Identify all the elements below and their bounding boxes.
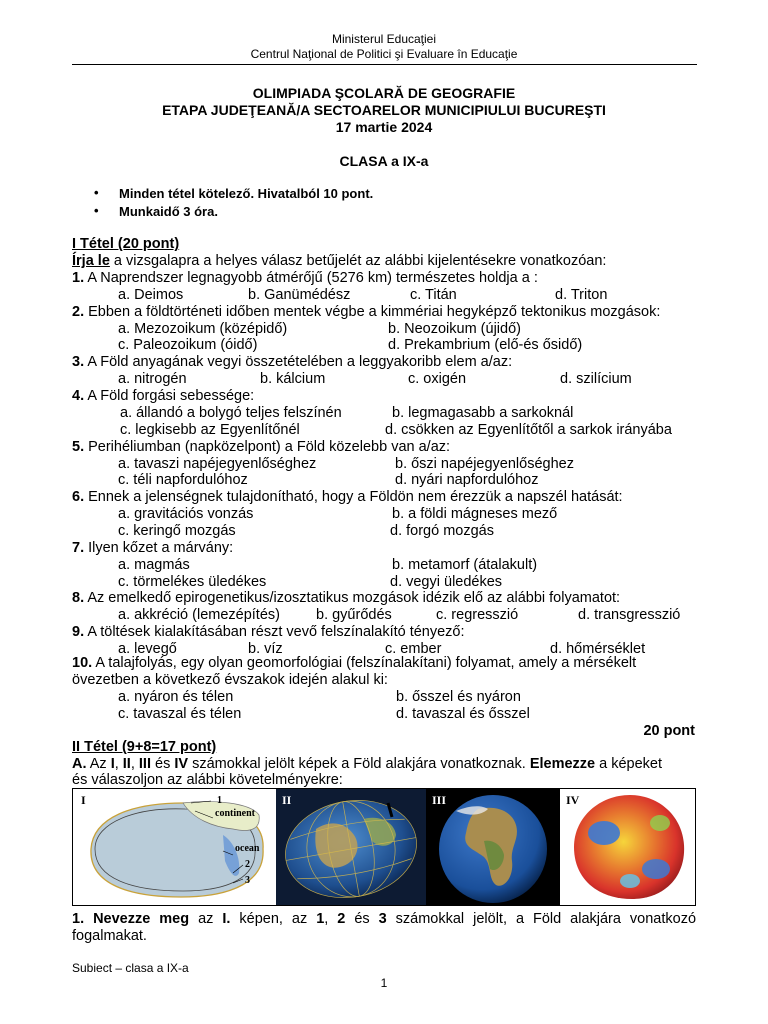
ministry-name: Ministerul Educaţiei bbox=[331, 32, 437, 46]
page-number: 1 bbox=[380, 976, 388, 990]
answer-option: b. ősszel és nyáron bbox=[396, 689, 521, 705]
figure-panel-2 bbox=[276, 789, 426, 905]
answer-option: c. Titán bbox=[410, 287, 457, 303]
answer-option: c. Paleozoikum (óidő) bbox=[118, 337, 258, 353]
answer-option: b. Ganümédész bbox=[248, 287, 351, 303]
question-3: 3. A Föld anyagának vegyi összetételében a leggyakoribb elem a/az: bbox=[72, 354, 513, 370]
answer-option: c. keringő mozgás bbox=[118, 523, 236, 539]
label-ocean: ocean bbox=[235, 843, 260, 854]
answer-option: b. legmagasabb a sarkoknál bbox=[392, 405, 574, 421]
answer-option: a. Deimos bbox=[118, 287, 184, 303]
question-9: 9. A töltések kialakításában részt vevő felszínalakító tényező: bbox=[72, 624, 465, 640]
header-divider bbox=[72, 64, 697, 65]
section-1-points: 20 pont bbox=[643, 723, 695, 739]
answer-option: a. levegő bbox=[118, 641, 177, 657]
answer-option: b. a földi mágneses mező bbox=[392, 506, 558, 522]
answer-option: c. törmelékes üledékes bbox=[118, 574, 267, 590]
exam-page: Ministerul Educaţiei Centrul Naţional de Politici şi Evaluare în Educaţie OLIMPIADA ŞCOLARĂ DE GEOGRAFIE ETAPA JUDEŢEANĂ/A SECTOARELOR MUNICIPIULUI BUCUREŞTI 17 martie 2024 CLASA a IX-a • Minden tétel kötelező. Hivatalból 10 pont. • Munkaidő 3 óra. I Tétel (20 pont) Írja le a vizsgalapra a helyes válasz betűjelét az alábbi kijelentésekre vonatkozóan: 1. A Naprendszer legnagyobb átmérőjű (5276 km) természetes holdja a : a. Deimos b. Ganümédész c. Titán d. Triton 2. Ebben a földtörténeti időben mentek végbe a kimmériai hegyképző tektonikus mozgások: a. Mezozoikum (középidő) b. Neozoikum (újidő) c. Paleozoikum (óidő) d. Prekambrium (elő-és ősidő) 3. A Föld anyagának vegyi összetételében a leggyakoribb elem a/az: a. nitrogén b. kálcium c. oxigén d. szilícium 4. A Föld forgási sebessége: a. állandó a bolygó teljes felszínén b. legmagasabb a sarkoknál c. legkisebb az Egyenlítőnél d. csökken az Egyenlítőtől a sarkok irányába 5. Perihéliumban (napközelpont) a Föld közelebb van a/az: a. tavaszi napéjegyenlőséghez b. őszi napéjegyenlőséghez c. téli napfordulóhoz d. nyári napfordulóhoz 6. Ennek a jelenségnek tulajdonítható, hogy a Földön nem érezzük a napszél hatását: a. gravitációs vonzás b. a földi mágneses mező c. keringő mozgás d. forgó mozgás 7. Ilyen kőzet a márvány: a. magmás b. metamorf (átalakult) c. törmelékes üledékes d. vegyi üledékes 8. Az emelkedő epirogenetikus/izosztatikus mozgások idézik elő az alábbi folyamatot: a. akkréció (lemezépítés) b. gyűrődés c. regresszió d. transgresszió 9. A töltések kialakításában részt vevő felszínalakító tényező: a. levegő b. víz c. ember d. hőmérséklet 10. A talajfolyás, egy olyan geomorfológiai (felszínalakítani) folyamat, amely a mérsékelt övezetben a következő évszakok idején alakul ki: a. nyáron és télen b. ősszel és nyáron c. tavaszal és télen d. tavaszal és ősszel 20 pont II Tétel (9+8=17 pont) A. Az I, II, III és IV számokkal jelölt képek a Föld alakjára vonatkoznak. Elemezze a képeket és válaszoljon az alábbi követelményekre: 1 continent ocean 2 3 I II III IV 1. Nevezze meg az I. képen, az 1, 2 és 3 számokkal jelölt, a Föld alakjára vonatkozó fogalmakat. Subiect – clasa a IX-a 1 bbox=[0, 0, 768, 1024]
section-1-title: I Tétel (20 pont) bbox=[72, 236, 180, 252]
answer-option: b. metamorf (átalakult) bbox=[392, 557, 538, 573]
answer-option: c. regresszió bbox=[436, 607, 519, 623]
answer-option: b. víz bbox=[248, 641, 283, 657]
section-2-intro-line2: és válaszoljon az alábbi követelményekre: bbox=[72, 772, 343, 788]
answer-option: c. ember bbox=[385, 641, 442, 657]
answer-option: d. forgó mozgás bbox=[390, 523, 494, 539]
section-1-instruction: Írja le a vizsgalapra a helyes válasz betűjelét az alábbi kijelentésekre vonatkozóan: bbox=[72, 253, 607, 269]
answer-option: d. transgresszió bbox=[578, 607, 681, 623]
answer-option: d. hőmérséklet bbox=[550, 641, 646, 657]
earth-shape-diagram bbox=[73, 789, 276, 905]
question-6: 6. Ennek a jelenségnek tulajdonítható, hogy a Földön nem érezzük a napszél hatását: bbox=[72, 489, 623, 505]
olympiad-title: OLIMPIADA ŞCOLARĂ DE GEOGRAFIE bbox=[252, 85, 516, 101]
bullet-icon: • bbox=[94, 185, 99, 200]
geoid-image bbox=[560, 789, 695, 905]
panel-label-3: III bbox=[432, 793, 447, 807]
question-8: 8. Az emelkedő epirogenetikus/izosztatikus mozgások idézik elő az alábbi folyamatot: bbox=[72, 590, 621, 606]
stage-title: ETAPA JUDEŢEANĂ/A SECTOARELOR MUNICIPIULUI BUCUREŞTI bbox=[162, 102, 606, 118]
panel-label-4: IV bbox=[566, 793, 580, 807]
answer-option: d. Triton bbox=[555, 287, 608, 303]
label-continent: continent bbox=[215, 808, 255, 819]
exam-date: 17 martie 2024 bbox=[335, 119, 433, 135]
figure-panel-3 bbox=[426, 789, 560, 905]
answer-option: b. kálcium bbox=[260, 371, 326, 387]
answer-option: a. akkréció (lemezépítés) bbox=[118, 607, 280, 623]
footer-subject: Subiect – clasa a IX-a bbox=[72, 961, 189, 975]
answer-option: d. szilícium bbox=[560, 371, 632, 387]
section-2-question-1-line2: fogalmakat. bbox=[72, 928, 147, 944]
answer-option: c. tavaszal és télen bbox=[118, 706, 242, 722]
label-1: 1 bbox=[217, 795, 222, 806]
label-3: 3 bbox=[245, 875, 250, 886]
answer-option: a. Mezozoikum (középidő) bbox=[118, 321, 288, 337]
answer-option: a. nitrogén bbox=[118, 371, 187, 387]
figure-panel-1 bbox=[73, 789, 276, 905]
question-1: 1. A Naprendszer legnagyobb átmérőjű (5276 km) természetes holdja a : bbox=[72, 270, 538, 286]
answer-option: d. nyári napfordulóhoz bbox=[395, 472, 539, 488]
answer-option: a. nyáron és télen bbox=[118, 689, 234, 705]
class-title: CLASA a IX-a bbox=[339, 153, 429, 169]
answer-option: a. állandó a bolygó teljes felszínén bbox=[120, 405, 342, 421]
question-4: 4. A Föld forgási sebessége: bbox=[72, 388, 255, 404]
earth-shape-figures bbox=[72, 788, 696, 906]
answer-option: b. őszi napéjegyenlőséghez bbox=[395, 456, 574, 472]
bullet-icon: • bbox=[94, 203, 99, 218]
question-7: 7. Ilyen kőzet a márvány: bbox=[72, 540, 234, 556]
answer-option: c. oxigén bbox=[408, 371, 467, 387]
question-2: 2. Ebben a földtörténeti időben mentek végbe a kimmériai hegyképző tektonikus mozgások: bbox=[72, 304, 661, 320]
section-2-intro: A. Az I, II, III és IV számokkal jelölt képek a Föld alakjára vonatkoznak. Elemezze a képeket bbox=[72, 756, 663, 772]
earth-globe-image bbox=[426, 789, 560, 905]
answer-option: d. vegyi üledékes bbox=[390, 574, 503, 590]
panel-label-1: I bbox=[81, 793, 86, 807]
figure-panel-4 bbox=[560, 789, 695, 905]
ellipsoid-globe-image bbox=[276, 789, 426, 905]
answer-option: b. gyűrődés bbox=[316, 607, 392, 623]
section-2-title: II Tétel (9+8=17 pont) bbox=[72, 739, 217, 755]
question-10: 10. A talajfolyás, egy olyan geomorfológiai (felszínalakítani) folyamat, amely a mérsékelt övezetben a következő évszakok idején alakul ki: bbox=[72, 655, 637, 688]
answer-option: c. téli napfordulóhoz bbox=[118, 472, 248, 488]
answer-option: b. Neozoikum (újidő) bbox=[388, 321, 521, 337]
answer-option: a. tavaszi napéjegyenlőséghez bbox=[118, 456, 317, 472]
center-name: Centrul Naţional de Politici şi Evaluare în Educaţie bbox=[250, 47, 518, 61]
answer-option: d. csökken az Egyenlítőtől a sarkok irányába bbox=[385, 422, 672, 438]
answer-option: d. Prekambrium (elő-és ősidő) bbox=[388, 337, 583, 353]
question-5: 5. Perihéliumban (napközelpont) a Föld közelebb van a/az: bbox=[72, 439, 451, 455]
answer-option: d. tavaszal és ősszel bbox=[396, 706, 530, 722]
answer-option: a. magmás bbox=[118, 557, 190, 573]
label-2: 2 bbox=[245, 859, 250, 870]
panel-label-2: II bbox=[282, 793, 292, 807]
answer-option: c. legkisebb az Egyenlítőnél bbox=[120, 422, 300, 438]
section-2-question-1: 1. Nevezze meg az I. képen, az 1, 2 és 3 számokkal jelölt, a Föld alakjára vonatkozó bbox=[72, 911, 697, 927]
answer-option: a. gravitációs vonzás bbox=[118, 506, 254, 522]
